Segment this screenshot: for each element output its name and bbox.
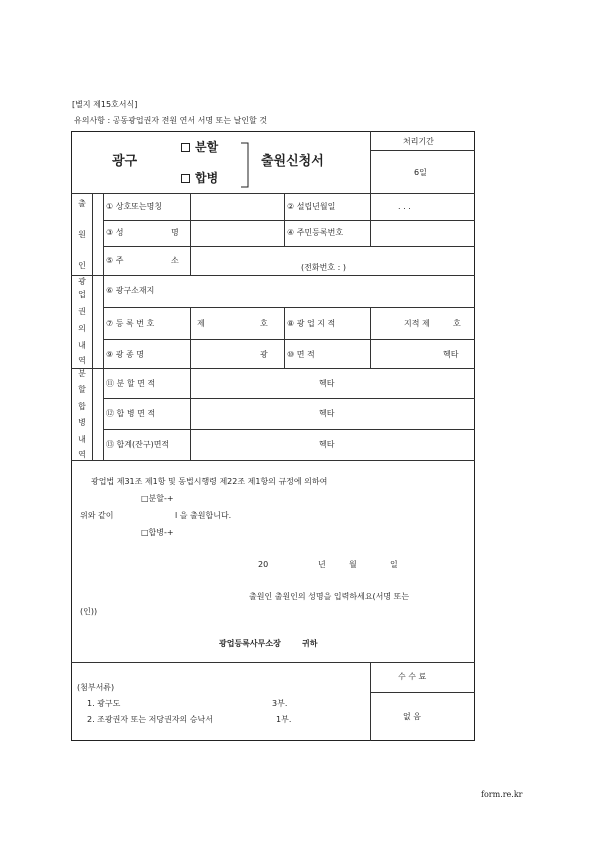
option-merge-label: 합병 <box>195 171 219 185</box>
body-option-split[interactable]: □분할-+ <box>141 494 174 503</box>
field-company-name: ① 상호또는명칭 <box>106 202 163 211</box>
form-number: [별지 제15호서식] <box>72 100 138 109</box>
recipient-suffix: 귀하 <box>302 639 318 648</box>
mining-label-4: 의 <box>78 324 86 333</box>
fee-label: 수 수 료 <box>398 672 427 681</box>
split-label-1: 분 <box>78 369 86 378</box>
body-line-b: l 을 출원합니다. <box>175 511 232 520</box>
field-mining-cadastre: ⑧ 광 업 지 적 <box>287 319 336 328</box>
date-day: 일 <box>390 560 398 569</box>
mining-label-2: 업 <box>78 290 86 299</box>
reg-no-suffix: 호 <box>260 319 268 328</box>
processing-value: 6일 <box>414 168 427 177</box>
field-founding-date: ② 설립년월일 <box>287 202 336 211</box>
field-reg-no: ⑦ 등 록 번 호 <box>106 319 155 328</box>
recipient: 광업등록사무소장 <box>219 639 281 648</box>
attachment-1: 1. 광구도 <box>87 699 121 708</box>
applicant-label-2: 원 <box>78 230 86 239</box>
split-label-6: 역 <box>78 450 86 459</box>
mineral-suffix: 광 <box>260 350 268 359</box>
field-split-area: ⑪ 분 할 면 적 <box>106 379 156 388</box>
applicant-label-3: 인 <box>78 261 86 270</box>
option-split <box>181 141 218 153</box>
date-year: 년 <box>318 560 326 569</box>
field-merge-area: ⑫ 합 병 면 적 <box>106 409 156 418</box>
fee-value: 없 음 <box>403 712 421 721</box>
mining-label-1: 광 <box>78 277 86 286</box>
applicant-label-1: 출 <box>78 199 86 208</box>
processing-label: 처리기간 <box>403 137 434 146</box>
mining-label-6: 역 <box>78 356 86 365</box>
instruction-note: 유의사항 : 공동광업권자 전원 연서 서명 또는 날인할 것 <box>74 116 268 125</box>
field-area: ⑩ 면 적 <box>287 350 315 359</box>
split-label-4: 병 <box>78 418 86 427</box>
field-address-b: 소 <box>171 256 179 265</box>
title-bracket <box>241 142 253 188</box>
title-left: 광구 <box>112 154 138 169</box>
merge-checkbox[interactable] <box>181 174 190 183</box>
body-line-a: 위와 같이 <box>80 511 114 520</box>
phone-number[interactable]: (전화번호 : ) <box>301 263 346 272</box>
field-resident-no: ④ 주민등록번호 <box>287 228 344 237</box>
applicant-signature-2: (인)) <box>80 607 98 616</box>
title-right: 출원신청서 <box>261 154 324 169</box>
attachment-2-count: 1부. <box>276 715 292 724</box>
total-area-unit: 헥타 <box>319 440 335 449</box>
footer-site[interactable]: form.re.kr <box>481 790 523 799</box>
split-label-3: 합 <box>78 402 86 411</box>
cadastre-suffix: 호 <box>453 319 461 328</box>
field-mine-location: ⑥ 광구소재지 <box>106 286 155 295</box>
split-area-unit: 헥타 <box>319 379 335 388</box>
field-total-area: ⑬ 합계(잔구)면적 <box>106 440 170 449</box>
option-merge <box>181 172 218 184</box>
founding-date-value[interactable]: . . . <box>398 202 411 211</box>
split-label-5: 내 <box>78 435 86 444</box>
reg-no-prefix: 제 <box>197 319 205 328</box>
mining-label-3: 권 <box>78 307 86 316</box>
date-century: 20 <box>258 560 269 569</box>
date-month: 월 <box>349 560 357 569</box>
applicant-signature[interactable]: 출원인 출원인의 성명을 입력하세요(서명 또는 <box>249 592 410 601</box>
attachments-label: (첨부서류) <box>77 683 115 692</box>
attachment-2: 2. 조광권자 또는 저당권자의 승낙서 <box>87 715 213 724</box>
body-option-merge[interactable]: □합병-+ <box>141 528 174 537</box>
option-split-label: 분할 <box>195 140 219 154</box>
field-address-a: ⑤ 주 <box>106 256 124 265</box>
field-name-a: ③ 성 <box>106 228 124 237</box>
law-statement: 광업법 제31조 제1항 및 동법시행령 제22조 제1항의 규정에 의하여 <box>91 477 328 486</box>
attachment-1-count: 3부. <box>272 699 288 708</box>
merge-area-unit: 헥타 <box>319 409 335 418</box>
cadastre-prefix: 지적 제 <box>404 319 430 328</box>
field-name-b: 명 <box>171 228 179 237</box>
mining-label-5: 내 <box>78 341 86 350</box>
field-mineral-type: ⑨ 광 종 명 <box>106 350 144 359</box>
split-checkbox[interactable] <box>181 143 190 152</box>
form-frame <box>71 131 475 741</box>
area-unit: 헥타 <box>443 350 459 359</box>
split-label-2: 할 <box>78 385 86 394</box>
